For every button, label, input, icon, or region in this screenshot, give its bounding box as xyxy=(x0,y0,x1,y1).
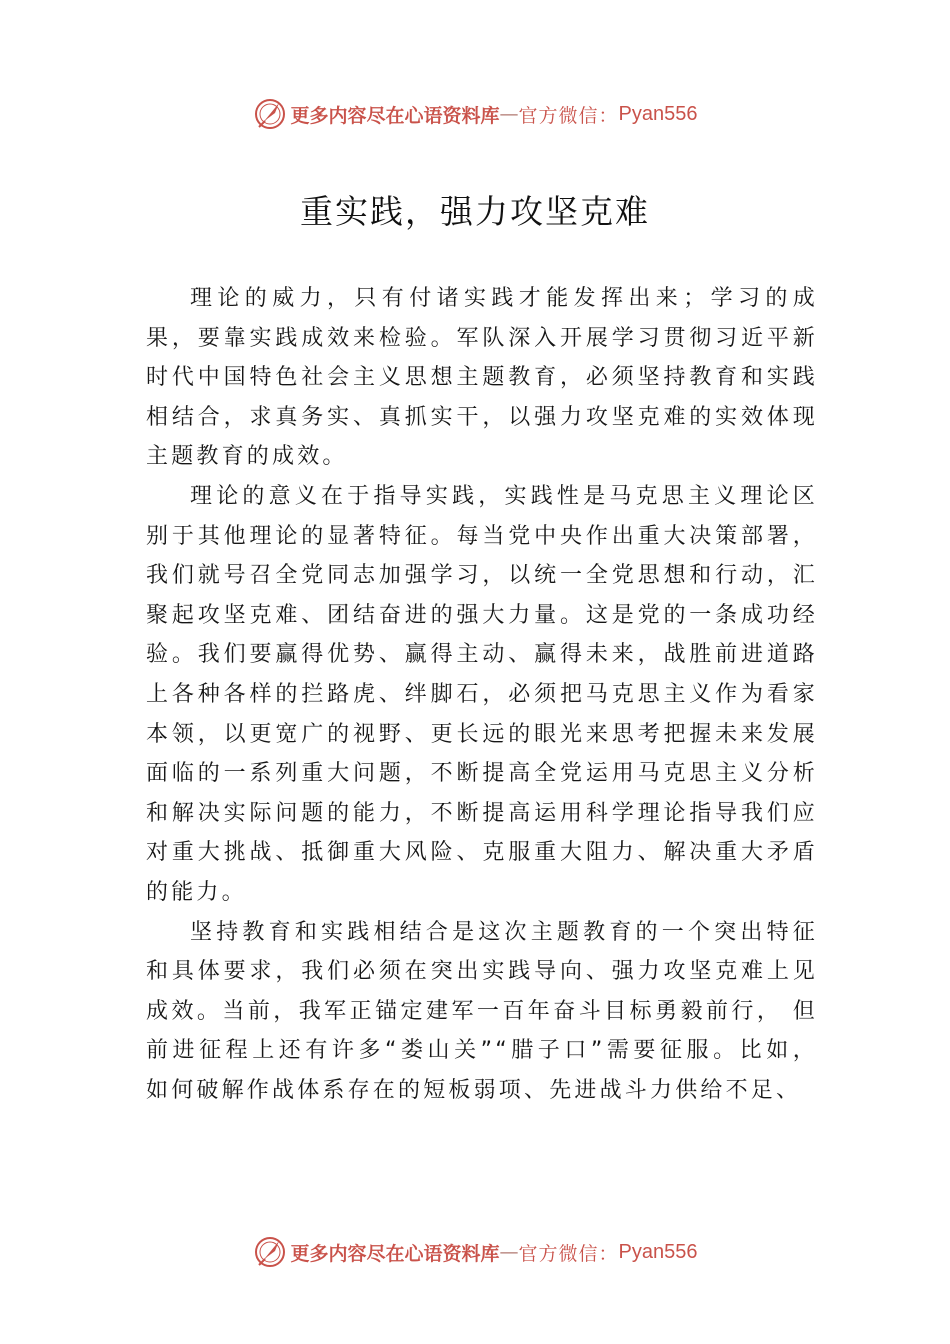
paragraph-1: 理论的威力，只有付诸实践才能发挥出来；学习的成果，要靠实践成效来检验。军队深入开展学习贯彻习近平新时代中国特色社会主义思想主题教育，必须坚持教育和实践相结合，求真务实、真抓实干，以强力攻坚克难的实效体现主题教育的成效。 xyxy=(146,286,818,470)
footer-wechat-handle: Pyan556 xyxy=(618,1240,698,1263)
footer-brand-text: 更多内容尽在心语资料库 xyxy=(290,1242,500,1265)
footer-separator: — xyxy=(499,1241,519,1263)
document-body xyxy=(146,279,818,1110)
paragraph-2: 理论的意义在于指导实践，实践性是马克思主义理论区别于其他理论的显著特征。每当党中央作出重大决策部署， 我们就号召全党同志加强学习，以统一全党思想和行动，汇聚起攻坚克难、团结奋进的强大力量。这是党的一条成功经验。我们要赢得优势、赢得主动、赢得未来，战胜前进道路上各种各样的拦路虎、绊脚石，必须把马克思主义作为看家本领，以更宽广的视野、更长远的眼光来思考把握未来发展面临的一系列重大问题，不断提高全党运用马克思主义分析和解决实际问题的能力，不断提高运用科学理论指导我们应对重大挑战、抵御重大风险、克服重大阻力、解决重大矛盾的能力。 xyxy=(146,483,818,905)
feather-pen-logo-icon xyxy=(253,1235,287,1269)
banner-wechat-handle: Pyan556 xyxy=(618,102,698,125)
footer-wechat-label: 官方微信： xyxy=(518,1242,619,1265)
page-title: 重实践，强力攻坚克难 xyxy=(300,192,650,231)
banner-separator: — xyxy=(499,103,519,125)
footer-banner xyxy=(0,1230,950,1274)
banner-wechat-label: 官方微信： xyxy=(518,104,619,127)
header-banner xyxy=(0,92,950,136)
feather-pen-logo-icon xyxy=(253,97,287,131)
paragraph-3: 坚持教育和实践相结合是这次主题教育的一个突出特征和具体要求，我们必须在突出实践导向、强力攻坚克难上见成效。当前，我军正锚定建军一百年奋斗目标勇毅前行， 但前进征程上还有许多“娄山关”“腊子口”需要征服。比如， 如何破解作战体系存在的短板弱项、先进战斗力供给不足、 xyxy=(146,919,818,1103)
banner-brand-text: 更多内容尽在心语资料库 xyxy=(290,104,500,127)
